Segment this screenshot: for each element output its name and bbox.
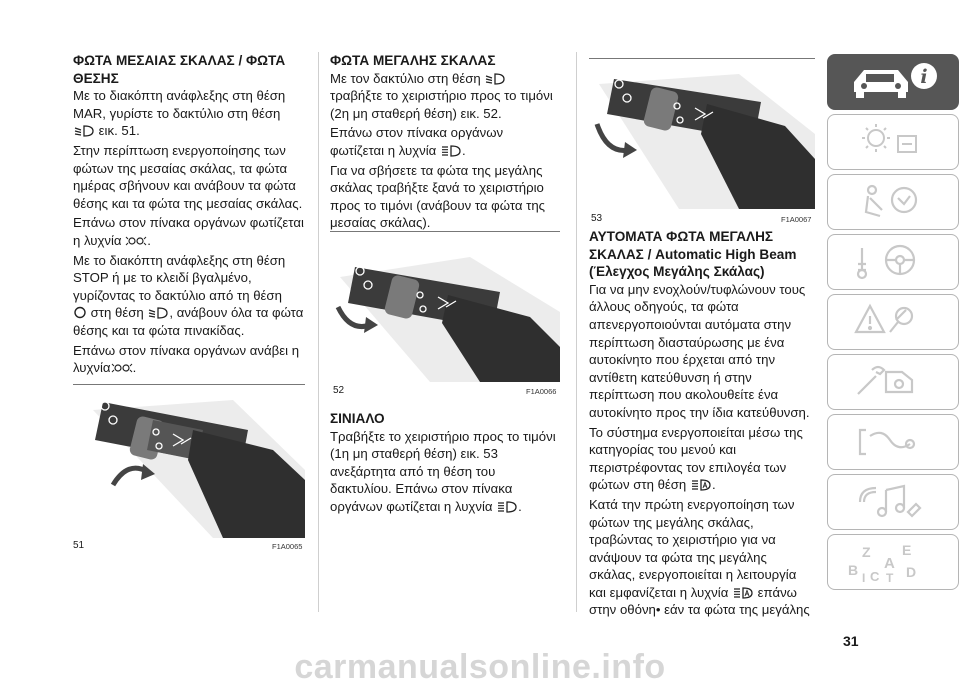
side-lights-icon [125,235,147,247]
alphabetical-index-icon [846,542,942,582]
index-letter: B [848,562,859,578]
paragraph: Για να μην ενοχλούν/τυφλώνουν τους άλλους οδηγούς, τα φώτα απενεργοποιούνται αυτόματα στην περίπτωση διασταύρωσης με ένα αυτοκίνητο που έρχεται από την αντίθετη κατεύθυνση ή στην περίπτωση που ακολουθείτε ένα αυτοκίνητο προς την ίδια κατεύθυνση. [589,281,810,420]
light-stalk-illustration [589,64,815,209]
warning-lights-icon [846,122,942,162]
paragraph-text: εικ. 51. [98,123,140,139]
steering-key-icon [846,242,942,282]
index-letter: E [902,542,912,558]
tab-warning-lights[interactable] [827,114,959,170]
column-2-lower [330,410,560,518]
paragraph [73,87,305,140]
paragraph-text: Με το διακόπτη ανάφλεξης στη θέση MAR, γυρίστε το δακτύλιο στη θέση [73,88,286,121]
index-letter: T [886,571,894,582]
paragraph: Για να σβήσετε τα φώτα της μεγάλης σκάλας τραβήξτε ξανά το χειριστήριο προς το τιμόνι (ανάβουν τα φώτα της μεσαίας σκάλας). [330,162,546,231]
airbag-seatbelt-icon [846,182,942,222]
paragraph: Τραβήξτε το χειριστήριο προς το τιμόνι (1η μη σταθερή θέση) εικ. 53 ανεξάρτητα από τη θέση του δακτυλίου. Επάνω στον πίνακα οργάνων φωτίζεται η λυχνία . [330,428,556,514]
paragraph-text: Με το διακόπτη ανάφλεξης στη θέση STOP ή με το κλειδί βγαλμένο, γυρίζοντας το δακτύλιο από τη θέση [73,252,286,303]
page-number: 31 [843,633,859,649]
paragraph [589,496,815,619]
paragraph-text: Με τον δακτύλιο στη θέση [330,70,481,86]
svg-text:i: i [920,66,928,88]
figure-51 [73,390,305,538]
index-letter: A [884,555,895,572]
light-stalk-illustration [73,390,305,538]
column-separator [576,52,577,612]
paragraph: Στην περίπτωση ενεργοποίησης των φώτων της μεσαίας σκάλας, τα φώτα ημέρας σβήνουν και ανάβουν τα φώτα θέσης και τα φώτα της μεσαίας σκάλας. [73,142,303,211]
paragraph: Το σύστημα ενεργοποιείται μέσω της κατηγορίας του μενού και περιστρέφοντας τον επιλογέα των φώτων στη θέση . [589,424,803,493]
tab-index[interactable] [827,534,959,590]
paragraph-text: επάνω στην οθόνη• εάν τα φώτα της μεγάλης [589,584,810,618]
paragraph-text: Επάνω στον πίνακα οργάνων φωτίζεται η λυχνία [330,125,504,158]
car-info-icon [846,62,942,102]
dipped-beam-icon [147,307,169,319]
auto-high-beam-icon [732,587,754,599]
column-3 [589,228,815,621]
figure-number: 53 [591,213,603,224]
figure-53 [589,64,815,209]
service-maintenance-icon [846,362,942,402]
paragraph [330,70,560,123]
paragraph: Επάνω στον πίνακα οργάνων ανάβει η λυχνία . [73,342,300,376]
figure-52 [330,237,560,382]
dipped-beam-icon [484,73,506,85]
tab-multimedia[interactable] [827,474,959,530]
figure-number: 52 [333,385,345,396]
paragraph-text: Το σύστημα ενεργοποιείται μέσω της κατηγορίας του μενού και περιστρέφοντας τον επιλογέα των φώτων στη θέση [589,424,803,493]
paragraph: Επάνω στον πίνακα οργάνων φωτίζεται η λυχνία . [73,215,304,248]
paragraph-text: τραβήξτε το χειριστήριο προς το τιμόνι (2η μη σταθερή θέση) εικ. 52. [330,88,553,121]
figure-number: 51 [73,540,85,551]
column-separator [318,52,319,612]
breakdown-tools-icon [846,302,942,342]
figure-top-rule [330,231,560,232]
paragraph-text: Επάνω στον πίνακα οργάνων φωτίζεται η λυχνία [73,215,304,248]
paragraph-text: Τραβήξτε το χειριστήριο προς το τιμόνι (1η μη σταθερή θέση) εικ. 53 ανεξάρτητα από τη θέση του δακτυλίου. Επάνω στον πίνακα οργάνων φωτίζεται η λυχνία [330,428,556,514]
paragraph-text: Κατά την πρώτη ενεργοποίηση των φώτων της μεγάλης σκάλας, τραβώντας το χειριστήριο για να ανάψουν τα φώτα της μεγάλης σκάλας, ενεργοποιείται η λειτουργία και εμφανίζεται η λυχνία [589,496,797,600]
watermark: carmanualsonline.info [294,648,666,686]
index-letter: Z [862,544,871,560]
side-lights-icon [111,362,133,374]
section-heading-flashing: ΣΙΝΙΑΛΟ [330,411,385,426]
column-1 [73,52,305,379]
main-beam-icon [440,145,462,157]
figure-top-rule [589,58,815,59]
tab-starting-driving[interactable] [827,234,959,290]
light-stalk-illustration [330,237,560,382]
technical-data-icon [846,422,942,462]
column-2 [330,52,560,234]
main-beam-icon [496,501,518,513]
index-letter: I [862,571,866,582]
figure-code: F1A0065 [272,542,303,551]
paragraph: Επάνω στον πίνακα οργάνων φωτίζεται η λυχνία . [330,125,504,158]
dipped-beam-icon [73,125,95,137]
figure-code: F1A0067 [781,215,812,224]
multimedia-icon [846,482,942,522]
figure-code: F1A0066 [526,387,557,396]
tab-maintenance[interactable] [827,354,959,410]
tab-car-info[interactable] [827,54,959,110]
paragraph-text: Επάνω στον πίνακα οργάνων ανάβει η λυχνία [73,342,300,376]
section-heading-dipped-side-lights: ΦΩΤΑ ΜΕΣΑΙΑΣ ΣΚΑΛΑΣ / ΦΩΤΑ ΘΕΣΗΣ [73,53,286,86]
section-heading-main-beam: ΦΩΤΑ ΜΕΓΑΛΗΣ ΣΚΑΛΑΣ [330,53,496,68]
figure-top-rule [73,384,305,385]
index-letter: C [870,569,880,582]
tab-technical-data[interactable] [827,414,959,470]
tab-safety[interactable] [827,174,959,230]
paragraph-text: , ανάβουν όλα τα φώτα θέσης και τα φώτα πινακίδας. [73,305,304,338]
paragraph-text: στη θέση [90,305,144,321]
tab-emergency[interactable] [827,294,959,350]
auto-high-beam-icon [690,479,712,491]
paragraph [73,252,305,340]
index-letter: D [906,564,917,580]
section-heading-automatic-high-beam: ΑΥΤΟΜΑΤΑ ΦΩΤΑ ΜΕΓΑΛΗΣ ΣΚΑΛΑΣ / Automatic High Beam (Έλεγχος Μεγάλης Σκάλας) [589,229,797,280]
off-position-icon [73,306,87,319]
